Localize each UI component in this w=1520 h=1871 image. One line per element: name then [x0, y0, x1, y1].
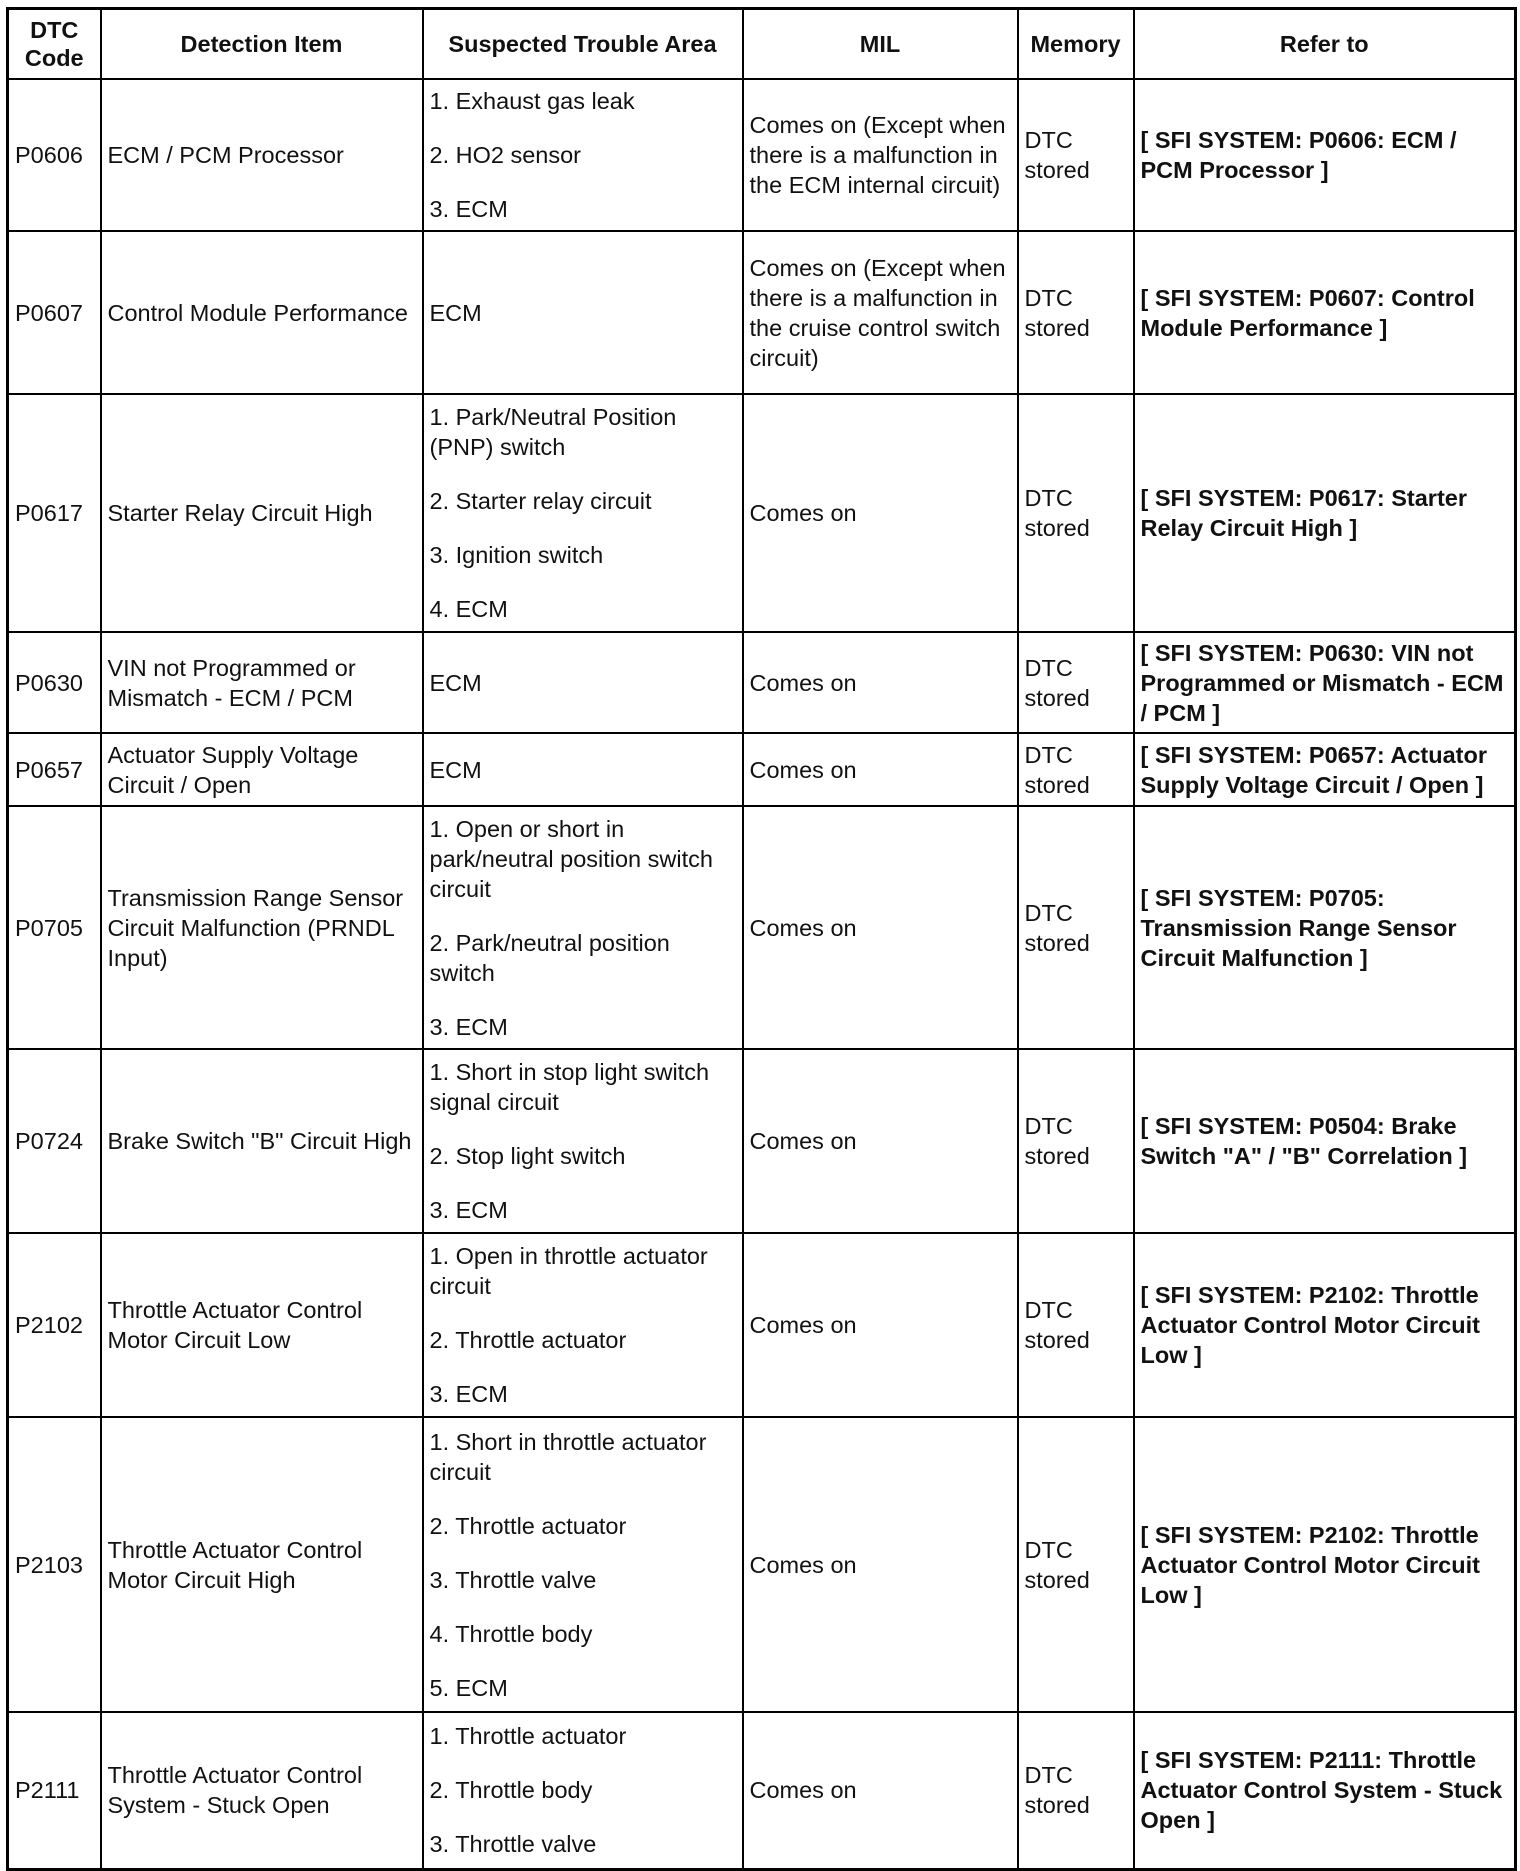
dtc-code-cell: P0657	[8, 733, 101, 806]
trouble-area-item: 3. Throttle valve	[429, 1831, 597, 1858]
memory-cell: DTC stored	[1018, 733, 1134, 806]
detection-item-cell: VIN not Programmed or Mismatch - ECM / PCM	[101, 632, 423, 733]
table-row	[8, 231, 1516, 394]
trouble-area-item: 2. Throttle actuator	[429, 1327, 627, 1353]
trouble-area-item: 1. Open or short in park/neutral position switch circuit	[429, 815, 713, 902]
suspected-trouble-area-cell	[423, 1417, 743, 1712]
dtc-code-cell: P0705	[8, 806, 101, 1049]
memory-cell: DTC stored	[1018, 1712, 1134, 1869]
suspected-trouble-area-cell	[423, 394, 743, 632]
detection-item-cell: Control Module Performance	[101, 231, 423, 394]
dtc-code-cell: P0724	[8, 1049, 101, 1233]
refer-to-cell: [ SFI SYSTEM: P0705: Transmission Range Sensor Circuit Malfunction ]	[1134, 806, 1516, 1049]
trouble-area-item: 3. Ignition switch	[429, 542, 604, 568]
table-row	[8, 733, 1516, 806]
refer-to-cell: [ SFI SYSTEM: P0630: VIN not Programmed or Mismatch - ECM / PCM ]	[1134, 632, 1516, 733]
table-row	[8, 632, 1516, 733]
refer-to-cell: [ SFI SYSTEM: P0617: Starter Relay Circuit High ]	[1134, 394, 1516, 632]
header-detection-item: Detection Item	[101, 9, 423, 80]
header-memory: Memory	[1018, 9, 1134, 80]
trouble-area-item: 4. ECM	[429, 596, 508, 622]
detection-item-cell: Throttle Actuator Control Motor Circuit Low	[101, 1233, 423, 1417]
trouble-area-item: 2. HO2 sensor	[429, 142, 582, 168]
memory-cell: DTC stored	[1018, 806, 1134, 1049]
dtc-code-cell: P2103	[8, 1417, 101, 1712]
memory-cell: DTC stored	[1018, 632, 1134, 733]
suspected-trouble-area-cell	[423, 1233, 743, 1417]
detection-item-cell: Transmission Range Sensor Circuit Malfunction (PRNDL Input)	[101, 806, 423, 1049]
trouble-area-item: 4. Throttle body	[429, 1620, 593, 1647]
table-row	[8, 79, 1516, 231]
header-refer-to: Refer to	[1134, 9, 1516, 80]
refer-to-cell: [ SFI SYSTEM: P0606: ECM / PCM Processor ]	[1134, 79, 1516, 231]
refer-to-cell: [ SFI SYSTEM: P0504: Brake Switch "A" / "B" Correlation ]	[1134, 1049, 1516, 1233]
mil-cell: Comes on	[743, 1417, 1018, 1712]
trouble-area-item: 1. Exhaust gas leak	[429, 88, 635, 114]
memory-cell: DTC stored	[1018, 231, 1134, 394]
trouble-area-item: 2. Starter relay circuit	[429, 488, 652, 514]
header-dtc-code: DTC Code	[8, 9, 101, 80]
dtc-code-cell: P0617	[8, 394, 101, 632]
trouble-area-item: ECM	[429, 299, 482, 326]
trouble-area-item: 1. Open in throttle actuator circuit	[429, 1243, 708, 1299]
trouble-area-item: 1. Throttle actuator	[429, 1723, 627, 1750]
memory-cell: DTC stored	[1018, 394, 1134, 632]
refer-to-cell: [ SFI SYSTEM: P2102: Throttle Actuator Control Motor Circuit Low ]	[1134, 1417, 1516, 1712]
refer-to-cell: [ SFI SYSTEM: P2111: Throttle Actuator Control System - Stuck Open ]	[1134, 1712, 1516, 1869]
detection-item-cell: Throttle Actuator Control System - Stuck Open	[101, 1712, 423, 1869]
suspected-trouble-area-cell	[423, 1712, 743, 1869]
mil-cell: Comes on	[743, 1712, 1018, 1869]
memory-cell: DTC stored	[1018, 1233, 1134, 1417]
refer-to-cell: [ SFI SYSTEM: P0657: Actuator Supply Voltage Circuit / Open ]	[1134, 733, 1516, 806]
trouble-area-item: 2. Stop light switch	[429, 1143, 626, 1169]
suspected-trouble-area-cell	[423, 231, 743, 394]
trouble-area-item: 3. Throttle valve	[429, 1566, 597, 1593]
mil-cell: Comes on	[743, 632, 1018, 733]
header-row	[8, 9, 1516, 80]
table-row	[8, 1417, 1516, 1712]
mil-cell: Comes on	[743, 733, 1018, 806]
mil-cell: Comes on (Except when there is a malfunction in the ECM internal circuit)	[743, 79, 1018, 231]
mil-cell: Comes on	[743, 1233, 1018, 1417]
trouble-area-item: 3. ECM	[429, 1197, 508, 1223]
trouble-area-item: 3. ECM	[429, 1013, 508, 1040]
suspected-trouble-area-cell	[423, 733, 743, 806]
refer-to-cell: [ SFI SYSTEM: P0607: Control Module Performance ]	[1134, 231, 1516, 394]
dtc-code-cell: P2111	[8, 1712, 101, 1869]
table-row	[8, 806, 1516, 1049]
detection-item-cell: Actuator Supply Voltage Circuit / Open	[101, 733, 423, 806]
trouble-area-item: 3. ECM	[429, 1381, 508, 1407]
memory-cell: DTC stored	[1018, 79, 1134, 231]
header-mil: MIL	[743, 9, 1018, 80]
trouble-area-item: ECM	[429, 756, 482, 783]
table-row	[8, 1049, 1516, 1233]
trouble-area-item: 1. Short in stop light switch signal circuit	[429, 1059, 710, 1115]
header-suspected-trouble-area: Suspected Trouble Area	[423, 9, 743, 80]
detection-item-cell: Throttle Actuator Control Motor Circuit High	[101, 1417, 423, 1712]
table-row	[8, 1712, 1516, 1869]
memory-cell: DTC stored	[1018, 1417, 1134, 1712]
dtc-code-cell: P2102	[8, 1233, 101, 1417]
mil-cell: Comes on	[743, 806, 1018, 1049]
trouble-area-item: 3. ECM	[429, 196, 508, 222]
trouble-area-item: 1. Park/Neutral Position (PNP) switch	[429, 404, 677, 460]
suspected-trouble-area-cell	[423, 632, 743, 733]
memory-cell: DTC stored	[1018, 1049, 1134, 1233]
trouble-area-item: ECM	[429, 669, 482, 696]
trouble-area-item: 2. Park/neutral position switch	[429, 929, 670, 986]
dtc-code-cell: P0607	[8, 231, 101, 394]
suspected-trouble-area-cell	[423, 806, 743, 1049]
dtc-table	[6, 7, 1517, 1871]
trouble-area-item: 1. Short in throttle actuator circuit	[429, 1428, 707, 1485]
detection-item-cell: ECM / PCM Processor	[101, 79, 423, 231]
trouble-area-item: 2. Throttle body	[429, 1777, 593, 1804]
suspected-trouble-area-cell	[423, 79, 743, 231]
detection-item-cell: Brake Switch "B" Circuit High	[101, 1049, 423, 1233]
mil-cell: Comes on	[743, 394, 1018, 632]
refer-to-cell: [ SFI SYSTEM: P2102: Throttle Actuator Control Motor Circuit Low ]	[1134, 1233, 1516, 1417]
table-row	[8, 1233, 1516, 1417]
trouble-area-item: 2. Throttle actuator	[429, 1512, 627, 1539]
table-row	[8, 394, 1516, 632]
suspected-trouble-area-cell	[423, 1049, 743, 1233]
mil-cell: Comes on	[743, 1049, 1018, 1233]
dtc-code-cell: P0606	[8, 79, 101, 231]
mil-cell: Comes on (Except when there is a malfunction in the cruise control switch circuit)	[743, 231, 1018, 394]
detection-item-cell: Starter Relay Circuit High	[101, 394, 423, 632]
dtc-code-cell: P0630	[8, 632, 101, 733]
trouble-area-item: 5. ECM	[429, 1674, 508, 1701]
